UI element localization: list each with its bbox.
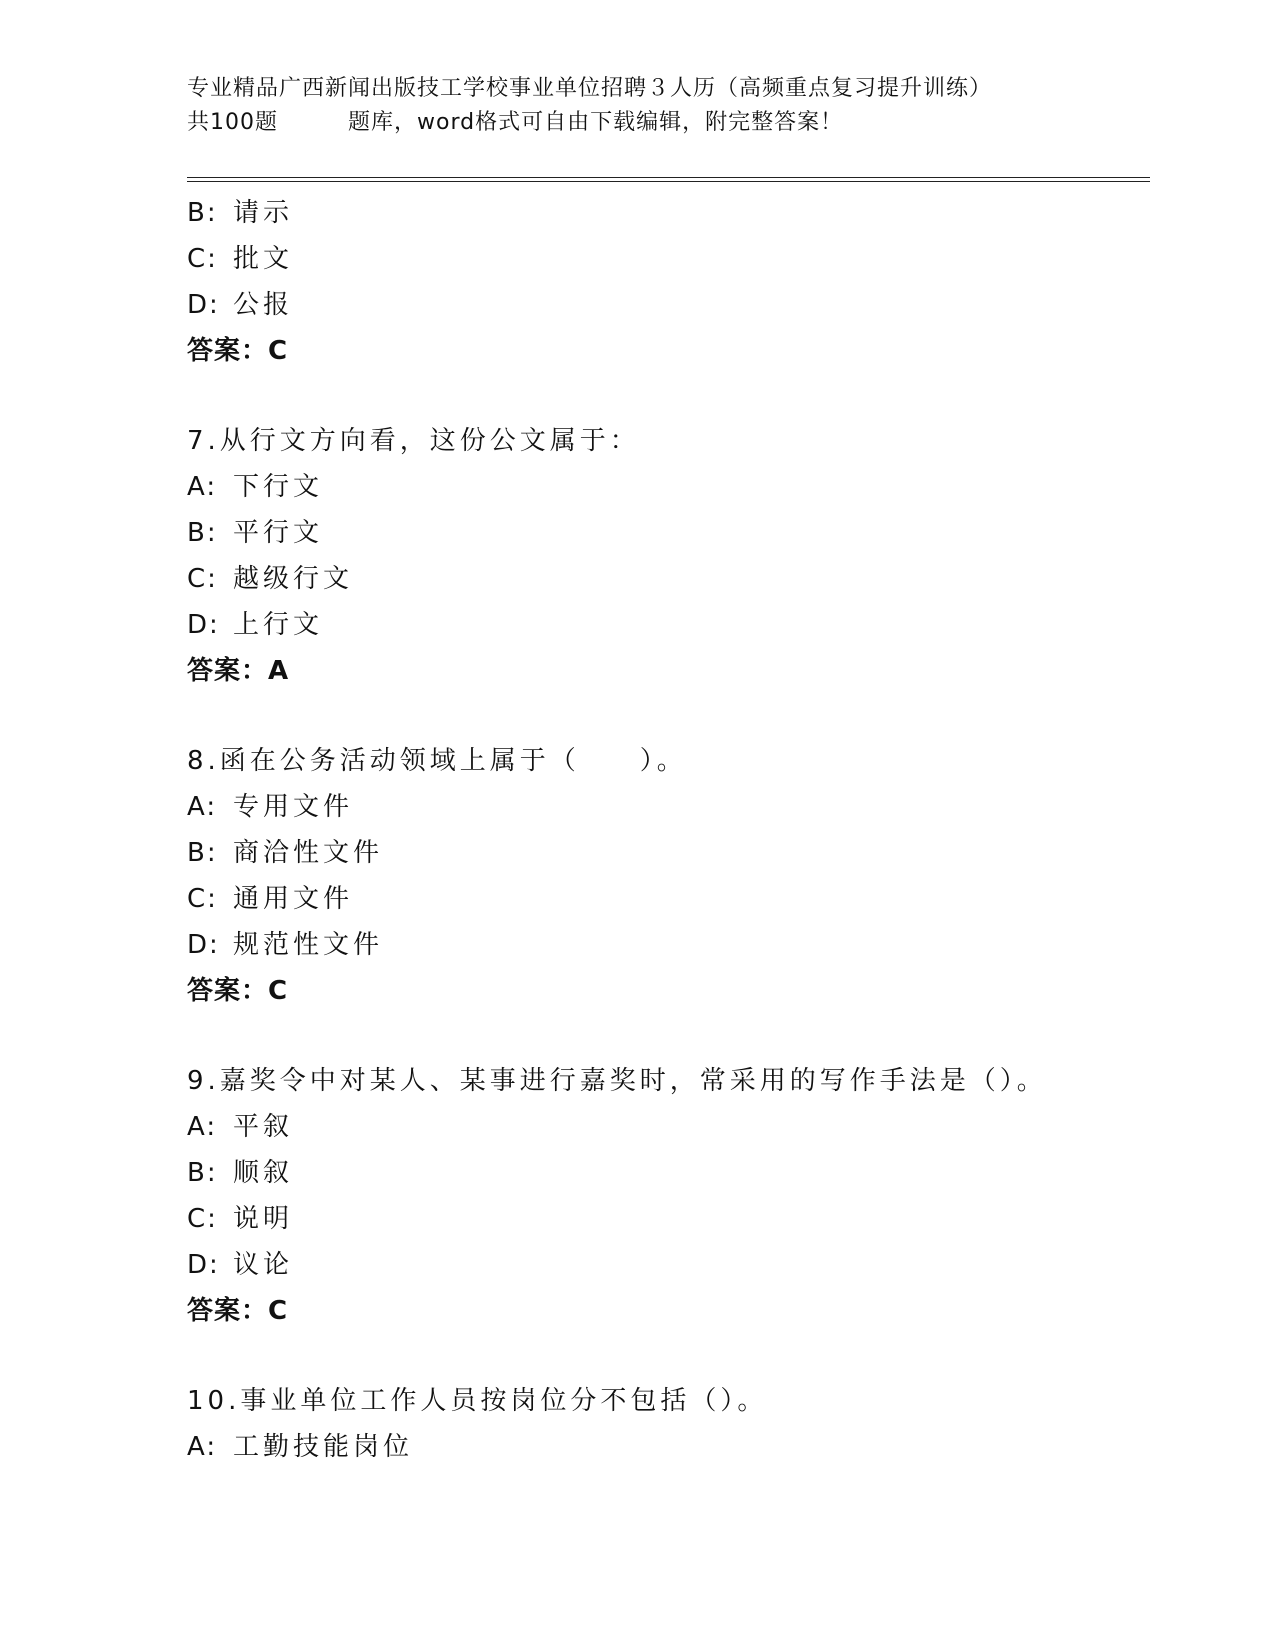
- option-key: A:: [187, 792, 218, 822]
- option-b: [187, 1150, 1147, 1196]
- question-10: [187, 1378, 1147, 1470]
- option-text: 商洽性文件: [233, 838, 384, 868]
- option-text: 越级行文: [233, 564, 354, 594]
- question-text: 9.嘉奖令中对某人、某事进行嘉奖时，常采用的写作手法是（）。: [187, 1066, 1047, 1096]
- option-text: 公报: [233, 290, 294, 320]
- option-text: 平叙: [233, 1112, 294, 1142]
- option-key: D:: [187, 610, 220, 640]
- option-key: B:: [187, 198, 218, 228]
- header-description: 题库，word格式可自由下载编辑，附完整答案！: [348, 110, 844, 135]
- option-b: [187, 190, 1147, 236]
- option-key: B:: [187, 1158, 218, 1188]
- option-text: 顺叙: [233, 1158, 294, 1188]
- option-text: 下行文: [233, 472, 324, 502]
- question-7: [187, 418, 1147, 694]
- option-b: [187, 510, 1147, 556]
- spacer: [187, 1014, 1147, 1058]
- option-text: 规范性文件: [233, 930, 384, 960]
- option-d: [187, 282, 1147, 328]
- option-key: D:: [187, 930, 220, 960]
- option-b: [187, 830, 1147, 876]
- option-text: 专用文件: [233, 792, 354, 822]
- spacer: [187, 374, 1147, 418]
- option-key: A:: [187, 472, 218, 502]
- question-text: 8.函在公务活动领域上属于（ ）。: [187, 746, 687, 776]
- question-8: [187, 738, 1147, 1014]
- option-key: D:: [187, 290, 220, 320]
- option-a: [187, 1104, 1147, 1150]
- option-a: [187, 464, 1147, 510]
- header-divider-top: [187, 177, 1150, 178]
- option-key: D:: [187, 1250, 220, 1280]
- option-key: C:: [187, 564, 218, 594]
- option-d: [187, 602, 1147, 648]
- document-header: [187, 72, 1147, 140]
- option-c: [187, 236, 1147, 282]
- header-divider-bottom: [187, 181, 1150, 182]
- option-c: [187, 556, 1147, 602]
- question-text: 10.事业单位工作人员按岗位分不包括（）。: [187, 1386, 768, 1416]
- answer: 答案：A: [187, 656, 290, 686]
- option-key: C:: [187, 884, 218, 914]
- answer: 答案：C: [187, 1296, 289, 1326]
- option-text: 批文: [233, 244, 294, 274]
- header-question-count: 共100题: [187, 110, 278, 135]
- answer: 答案：C: [187, 336, 289, 366]
- option-key: A:: [187, 1432, 218, 1462]
- option-d: [187, 922, 1147, 968]
- option-a: [187, 784, 1147, 830]
- option-key: C:: [187, 244, 218, 274]
- question-6: [187, 190, 1147, 374]
- option-a: [187, 1424, 1147, 1470]
- option-key: B:: [187, 838, 218, 868]
- question-text: 7.从行文方向看，这份公文属于：: [187, 426, 640, 456]
- option-text: 工勤技能岗位: [233, 1432, 414, 1462]
- question-9: [187, 1058, 1147, 1334]
- option-text: 议论: [233, 1250, 294, 1280]
- spacer: [187, 1334, 1147, 1378]
- option-key: C:: [187, 1204, 218, 1234]
- option-text: 说明: [233, 1204, 294, 1234]
- option-c: [187, 1196, 1147, 1242]
- header-title: 专业精品广西新闻出版技工学校事业单位招聘３人历（高频重点复习提升训练）: [187, 76, 993, 101]
- option-key: B:: [187, 518, 218, 548]
- answer: 答案：C: [187, 976, 289, 1006]
- option-text: 请示: [233, 198, 294, 228]
- option-key: A:: [187, 1112, 218, 1142]
- option-text: 平行文: [233, 518, 324, 548]
- option-text: 通用文件: [233, 884, 354, 914]
- question-list: [187, 190, 1147, 1470]
- option-text: 上行文: [233, 610, 324, 640]
- header-subtitle: [187, 106, 1147, 140]
- spacer: [187, 694, 1147, 738]
- option-c: [187, 876, 1147, 922]
- option-d: [187, 1242, 1147, 1288]
